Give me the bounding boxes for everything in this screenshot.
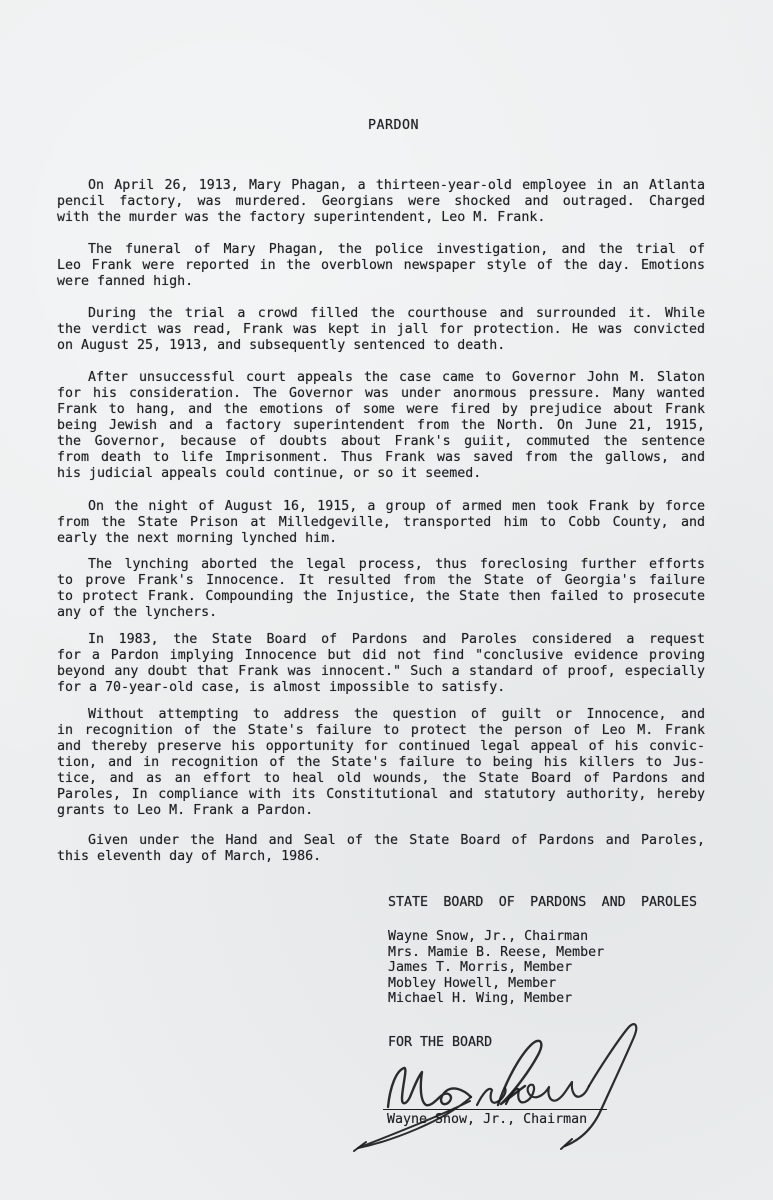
text-line: the Governor, because of doubts about Frank's guiit, commuted the sentence	[57, 434, 705, 450]
document-body	[57, 178, 705, 865]
paragraph	[57, 242, 705, 290]
handwritten-signature-wayne-snow	[340, 1015, 650, 1165]
text-line: pencil factory, was murdered. Georgians were shocked and outraged. Charged	[57, 194, 705, 210]
text-line: early the next morning lynched him.	[57, 530, 338, 546]
text-line: After unsuccessful court appeals the case came to Governor John M. Slaton	[88, 369, 705, 385]
text-line: from the State Prison at Milledgeville, transported him to Cobb County, and	[57, 514, 705, 530]
text-line: this eleventh day of March, 1986.	[57, 849, 322, 865]
paragraph	[57, 370, 705, 483]
text-line: Without attempting to address the question of guilt or Innocence, and	[88, 706, 705, 722]
paragraph	[57, 306, 705, 354]
text-line: any of the lynchers.	[57, 605, 218, 621]
text-line: tion, and in recognition of the State's failure to being his killers to Jus-	[57, 754, 705, 770]
text-line: and thereby preserve his opportunity for continued legal appeal of his convic-	[57, 738, 705, 754]
text-line: for a 70-year-old case, is almost impossible to satisfy.	[57, 680, 506, 696]
text-line: on August 25, 1913, and subsequently sentenced to death.	[57, 337, 506, 353]
text-line: Paroles, In compliance with its Constitutional and statutory authority, hereby	[57, 787, 705, 802]
signature-line	[383, 1109, 607, 1110]
text-line: were fanned high.	[57, 274, 194, 290]
text-line: Frank to hang, and the emotions of some were fired by prejudice about Frank	[57, 402, 705, 418]
signed-by-label: Wayne Snow, Jr., Chairman	[387, 1112, 588, 1127]
paragraph	[57, 178, 705, 226]
paragraph	[57, 632, 705, 696]
board-members	[388, 929, 604, 1007]
text-line: to prove Frank's Innocence. It resulted from the State of Georgia's failure	[57, 572, 705, 588]
text-line: Given under the Hand and Seal of the State Board of Pardons and Paroles,	[88, 833, 705, 849]
paragraph	[57, 707, 705, 820]
text-line: from death to life Imprisonment. Thus Frank was saved from the gallows, and	[57, 450, 705, 466]
text-line: tice, and as an effort to heal old wounds, the State Board of Pardons and	[57, 770, 705, 786]
paragraph	[57, 833, 705, 865]
document-title: PARDON	[367, 118, 420, 133]
text-line: Leo Frank were reported in the overblown newspaper style of the day. Emotions	[57, 258, 705, 274]
board-member: Michael H. Wing, Member	[388, 991, 573, 1007]
board-member: Mobley Howell, Member	[388, 975, 557, 991]
paragraph	[57, 499, 705, 547]
text-line: The lynching aborted the legal process, thus foreclosing further efforts	[88, 556, 705, 572]
text-line: The funeral of Mary Phagan, the police investigation, and the trial of	[88, 242, 705, 258]
board-member: Wayne Snow, Jr., Chairman	[388, 929, 589, 944]
text-line: During the trial a crowd filled the courthouse and surrounded it. While	[88, 305, 705, 321]
text-line: In 1983, the State Board of Pardons and Paroles considered a request	[88, 632, 705, 648]
text-line: his judicial appeals could continue, or so it seemed.	[57, 466, 482, 482]
text-line: for his consideration. The Governor was under anormous pressure. Many wanted	[57, 385, 705, 401]
for-the-board-label: FOR THE BOARD	[388, 1035, 493, 1050]
text-line: beyond any doubt that Frank was innocent." Such a standard of proof, especially	[57, 664, 705, 680]
text-line: in recognition of the State's failure to protect the person of Leo M. Frank	[57, 722, 705, 738]
paragraph	[57, 557, 705, 621]
board-heading: STATE BOARD OF PARDONS AND PAROLES	[388, 895, 697, 910]
text-line: the verdict was read, Frank was kept in jall for protection. He was convicted	[57, 321, 705, 337]
text-line: grants to Leo M. Frank a Pardon.	[57, 803, 314, 819]
board-member: Mrs. Mamie B. Reese, Member	[388, 944, 605, 960]
board-member: James T. Morris, Member	[388, 960, 573, 976]
text-line: to protect Frank. Compounding the Injustice, the State then failed to prosecute	[57, 588, 705, 604]
text-line: being Jewish and a factory superintendent from the North. On June 21, 1915,	[57, 418, 705, 434]
text-line: for a Pardon implying Innocence but did not find "conclusive evidence proving	[57, 648, 705, 664]
text-line: On the night of August 16, 1915, a group of armed men took Frank by force	[88, 498, 705, 514]
text-line: with the murder was the factory superintendent, Leo M. Frank.	[57, 210, 546, 226]
text-line: On April 26, 1913, Mary Phagan, a thirteen-year-old employee in an Atlanta	[88, 178, 705, 193]
